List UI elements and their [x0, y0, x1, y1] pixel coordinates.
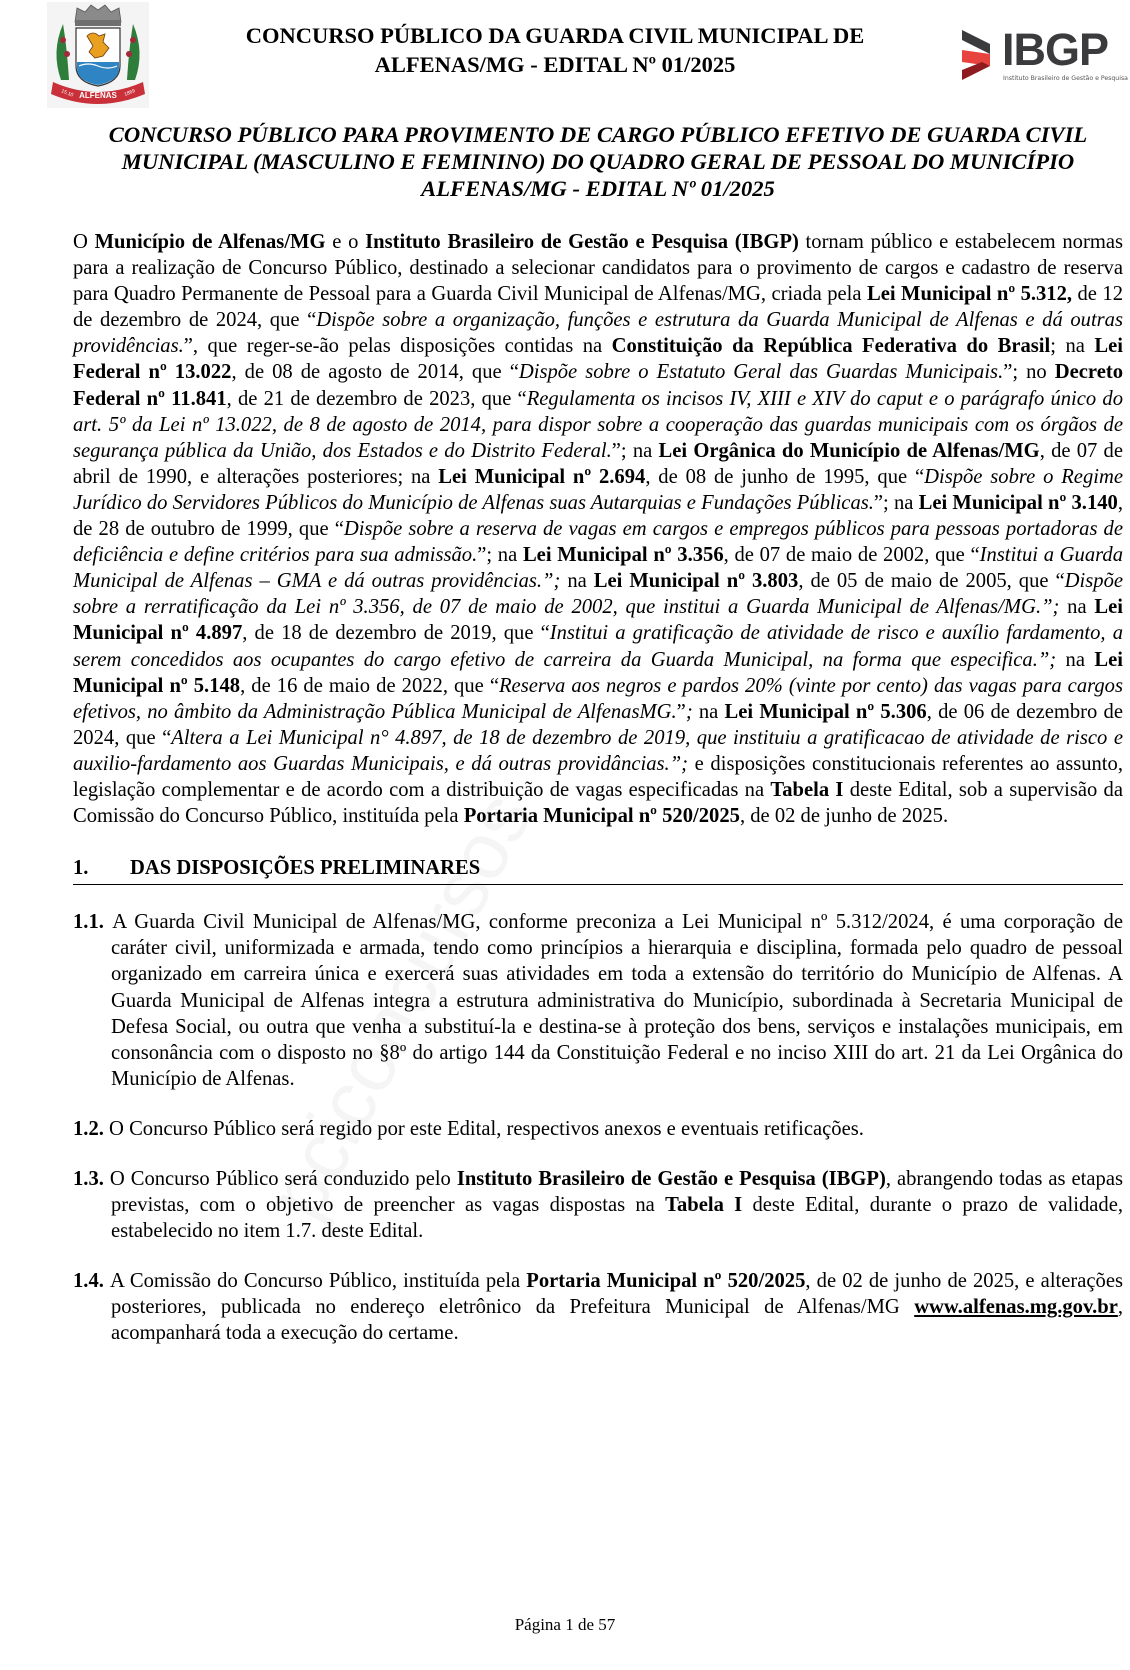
ibgp-chevron-icon — [960, 28, 1002, 84]
text-run: , de 08 de agosto de 2014, que “ — [231, 361, 519, 384]
bold-reference: Lei Municipal nº 2.694 — [438, 465, 646, 488]
text-run: , de 16 de maio de 2022, que “ — [240, 674, 499, 697]
text-run: ; na — [1050, 335, 1095, 358]
bold-reference: Lei Municipal nº 5.306 — [724, 700, 927, 723]
text-run: A Guarda Civil Municipal de Alfenas/MG, conforme preconiza a Lei Municipal nº 5.312/2024, é uma corporação de caráter civil, uniformizada e armada, tendo como princípios a hierarquia e disciplina, formada pelo quadro de pessoal organizado em carreira única e exercerá suas atividades em toda a extensão do território do Município de Alfenas. A Guarda Municipal de Alfenas integra a estrutura administrativa do Município, subordinada à Secretaria Municipal de Defesa Social, ou outra que venha a substituí-la e destina-se à proteção dos bens, serviços e instalações municipais, em consonância com o disposto no §8º do artigo 144 da Constituição Federal e no inciso XIII do art. 21 da Lei Orgânica do Município de Alfenas. — [111, 911, 1123, 1090]
text-run: ”, que reger-se-ão pelas disposições contidas na — [183, 335, 612, 358]
bold-reference: Lei Municipal nº 4.897 — [73, 596, 1123, 645]
text-run: , de 05 de maio de 2005, que “ — [798, 570, 1065, 593]
list-item — [73, 1166, 1123, 1244]
italic-quote: Dispõe sobre a rerratificação da Lei nº 3.356, de 07 de maio de 2002, que institui a Guarda Municipal de Alfenas/MG.”; — [73, 570, 1124, 619]
bold-reference: Lei Municipal nº 3.140 — [918, 491, 1118, 514]
bold-reference: Tabela I — [665, 1194, 743, 1217]
italic-quote: Institui a Guarda Municipal de Alfenas – GMA e dá outras providências.”; — [73, 544, 1123, 593]
list-item — [73, 1116, 1123, 1142]
ibgp-logo — [960, 24, 1128, 88]
italic-quote: Institui a gratificação de atividade de risco e auxílio fardamento, a serem concedidos aos ocupantes do cargo efetivo de carreira da Guarda Municipal, na forma que especifica.”; — [73, 622, 1123, 671]
text-run: , abrangendo todas as etapas previstas, com o objetivo de preencher as vagas dispostas na — [111, 1168, 1123, 1217]
bold-reference: Lei Municipal nº 5.312, — [866, 283, 1073, 306]
bold-reference: Lei Municipal nº 5.148 — [73, 648, 1123, 697]
text-run: O Concurso Público será conduzido pelo — [109, 1168, 457, 1190]
text-run: , de 02 de junho de 2025. — [739, 805, 949, 828]
text-run: ”; no — [1003, 361, 1055, 384]
document-title — [66, 121, 1130, 202]
page-header — [0, 0, 1130, 112]
italic-quote: Dispõe sobre o Estatuto Geral das Guardas Municipais. — [518, 361, 1004, 384]
item-number: 1.3. — [73, 1168, 110, 1190]
italic-quote: Regulamenta os incisos IV, XIII e XIV do caput e o parágrafo único do art. 5º da Lei nº 13.022, de 8 de agosto de 2014, para dispor sobre a cooperação das guardas municipais com os órgãos de segurança pública da União, dos Estados e do Distrito Federal. — [73, 387, 1123, 462]
text-run: , de 02 de junho de 2025, e alterações posteriores, publicada no endereço eletrônico da Prefeitura Municipal de Alfenas/MG — [111, 1270, 1123, 1319]
text-run: , de 06 de dezembro de 2024, que “ — [73, 700, 1123, 749]
page-number: Página 1 de 57 — [514, 1615, 616, 1634]
italic-quote: Altera a Lei Municipal n° 4.897, de 18 de dezembro de 2019, que instituiu a gratificacao de atividade de risco e auxilio-fardamento aos Guardas Municipais, e dá outras providâncias.”; — [73, 726, 1123, 775]
text-run: ” — [676, 700, 686, 723]
document-title-line-1: CONCURSO PÚBLICO PARA PROVIMENTO DE CARGO PÚBLICO EFETIVO DE GUARDA CIVIL — [108, 122, 1088, 147]
text-run: ”; na — [611, 439, 659, 462]
text-run: e o — [325, 231, 366, 253]
item-list — [73, 909, 1123, 1346]
text-run: ”; na — [477, 544, 523, 567]
list-item — [73, 1268, 1123, 1346]
text-run: , de 08 de junho de 1995, que “ — [645, 465, 925, 488]
header-title-line-1: CONCURSO PÚBLICO DA GUARDA CIVIL MUNICIPAL DE — [245, 23, 865, 48]
crest-right-year: 1869 — [123, 88, 137, 98]
text-run: , de 28 de outubro de 1999, que “ — [73, 491, 1123, 541]
text-run: ”; na — [873, 491, 919, 514]
document-title-line-3: ALFENAS/MG - EDITAL Nº 01/2025 — [421, 176, 775, 201]
text-run: O — [73, 231, 95, 253]
bold-reference: Portaria Municipal nº 520/2025 — [526, 1270, 806, 1293]
header-title-line-2: ALFENAS/MG - EDITAL Nº 01/2025 — [374, 52, 736, 77]
text-run: deste Edital, durante o prazo de validade, estabelecido no item 1.7. deste Edital. — [111, 1194, 1123, 1243]
text-run: , acompanhará toda a execução do certame. — [111, 1296, 1123, 1345]
text-run: , de 21 de dezembro de 2023, que “ — [226, 387, 527, 410]
intro-paragraph — [73, 229, 1123, 829]
italic-quote: Dispõe sobre o Regime Jurídico do Servidores Públicos do Município de Alfenas suas Autarquias e Fundações Públicas. — [73, 465, 1123, 514]
italic-quote: Reserva aos negros e pardos 20% (vinte por cento) das vagas para cargos efetivos, no âmbito da Administração Pública Municipal de AlfenasMG. — [73, 674, 1123, 723]
text-run: de 12 de dezembro de 2024, que “ — [73, 283, 1123, 332]
text-run: na — [698, 700, 725, 723]
document-title-line-2: MUNICIPAL (MASCULINO E FEMININO) DO QUADRO GERAL DE PESSOAL DO MUNICÍPIO — [121, 149, 1075, 174]
bold-reference: Lei Municipal nº 3.803 — [593, 570, 799, 593]
text-run: , de 07 de maio de 2002, que “ — [723, 544, 980, 567]
alfenas-crest-logo — [47, 2, 149, 108]
bold-reference: Instituto Brasileiro de Gestão e Pesquisa (IBGP) — [456, 1168, 886, 1190]
header-title — [160, 21, 950, 79]
bold-reference: Lei Municipal nº 3.356 — [522, 544, 724, 567]
crest-left-year: 15.10 — [60, 88, 75, 99]
bold-reference: Lei Federal nº 13.022 — [73, 335, 1123, 384]
text-run: tornam público e estabelecem normas para a realização de Concurso Público, destinado a selecionar candidatos para o provimento de cargos e cadastro de reserva para Quadro Permanente de Pessoal para a Guarda Civil Municipal de Alfenas/MG, criada pela — [73, 231, 1124, 306]
bold-reference: Decreto Federal nº 11.841 — [73, 361, 1123, 410]
bold-reference: Constituição da República Federativa do Brasil — [611, 335, 1051, 358]
page-footer — [0, 1615, 1130, 1635]
bold-reference: Lei Orgânica do Município de Alfenas/MG — [658, 439, 1040, 462]
section-number: 1. — [73, 857, 89, 880]
italic-quote: ; — [685, 700, 699, 723]
bold-reference: Instituto Brasileiro de Gestão e Pesquisa (IBGP) — [365, 231, 799, 253]
item-number: 1.1. — [73, 911, 113, 934]
text-run: O Concurso Público será regido por este Edital, respectivos anexos e eventuais retificações. — [109, 1117, 864, 1140]
ibgp-wordmark: IBGP — [1002, 24, 1109, 75]
text-run: , de 18 de dezembro de 2019, que “ — [242, 622, 550, 645]
document-body — [73, 229, 1123, 1347]
list-item — [73, 909, 1123, 1092]
text-run: deste Edital, sob a supervisão da Comissão do Concurso Público, instituída pela — [73, 778, 1123, 828]
italic-quote: Dispõe sobre a organização, funções e estrutura da Guarda Municipal de Alfenas e dá outras providências. — [73, 309, 1123, 358]
item-number: 1.2. — [73, 1117, 110, 1140]
text-run: , de 07 de abril de 1990, e alterações posteriores; na — [73, 439, 1123, 488]
item-number: 1.4. — [73, 1270, 110, 1293]
bold-reference: Município de Alfenas/MG — [94, 231, 326, 253]
bold-reference: Tabela I — [770, 778, 844, 801]
ibgp-subtitle: Instituto Brasileiro de Gestão e Pesquisa — [1003, 75, 1128, 82]
bold-reference: Portaria Municipal nº 520/2025 — [463, 805, 740, 828]
text-run: na — [1059, 596, 1095, 619]
italic-quote: Dispõe sobre a reserva de vagas em cargos e empregos públicos para pessoas portadoras de deficiência e define critérios para sua admissão. — [73, 518, 1123, 567]
crest-banner-text: ALFENAS — [79, 91, 117, 100]
text-run: na — [1056, 648, 1095, 671]
section-title: DAS DISPOSIÇÕES PRELIMINARES — [130, 857, 481, 880]
section-heading — [73, 855, 1123, 885]
text-run: na — [560, 570, 594, 593]
text-run: A Comissão do Concurso Público, instituída pela — [110, 1270, 527, 1293]
text-run: e disposições constitucionais referentes ao assunto, legislação complementar e de acordo com a distribuição de vagas especificadas na — [73, 752, 1123, 801]
website-link[interactable]: www.alfenas.mg.gov.br — [914, 1296, 1118, 1319]
